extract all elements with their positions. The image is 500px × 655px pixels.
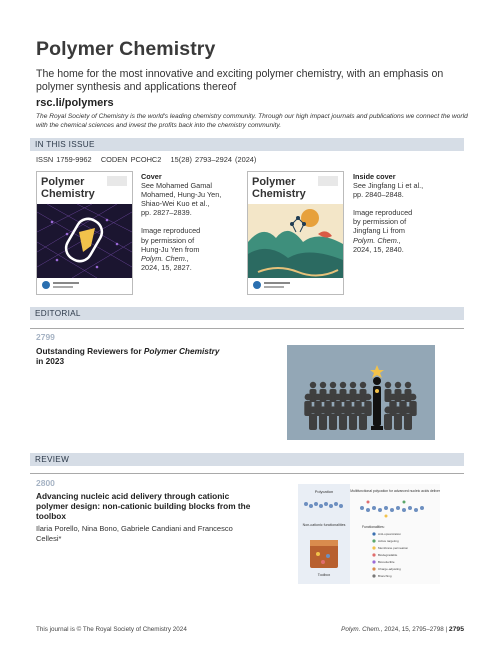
svg-text:Polymer: Polymer (41, 176, 85, 188)
cover-journal-ref: Polym. Chem., (141, 253, 189, 263)
cover-label: Cover (141, 172, 162, 181)
issn: ISSN 1759-9962 (36, 155, 92, 164)
cover-credit-line: Hung-Ju Yen from (141, 244, 200, 254)
toc-func: Anti-opsonization (378, 532, 402, 537)
editorial-graphic (287, 345, 435, 440)
cover-text-line: pp. 2827–2839. (141, 208, 192, 218)
editorial-title-part: Outstanding Reviewers for (36, 346, 144, 356)
cover-text-line: pp. 2840–2848. (353, 190, 404, 200)
toc-func: Biodegradable (378, 553, 398, 558)
cover-caption (141, 172, 231, 272)
cover-credit-line: by permission of (353, 217, 407, 227)
toc-func: Active targeting (378, 539, 399, 544)
toc-func: Branching (378, 574, 392, 579)
journal-tagline: The home for the most innovative and exciting polymer chemistry, with an emphasis on polymer synthesis and applications thereof (36, 68, 444, 93)
cover-journal-ref: Polym. Chem., (353, 235, 401, 245)
cover-credit-line: Jingfang Li from (353, 226, 405, 236)
editorial-page-number: 2799 (36, 332, 55, 342)
cover-text-line: See Jingfang Li et al., (353, 181, 424, 191)
section-header-editorial: EDITORIAL (30, 307, 464, 320)
cover-artwork (37, 172, 132, 294)
coden: CODEN PCOHC2 (100, 155, 162, 164)
footer-separator: | (443, 626, 449, 633)
issue-info: 15(28) 2793–2924 (2024) (170, 155, 257, 164)
footer-page-number: 2795 (448, 626, 464, 633)
journal-url[interactable]: rsc.li/polymers (36, 97, 114, 109)
footer-citation (341, 626, 464, 633)
reviewers-illustration (287, 345, 435, 440)
svg-text:Polymer: Polymer (252, 176, 296, 188)
svg-text:Chemistry: Chemistry (41, 188, 95, 200)
inside-cover-caption (353, 172, 443, 254)
cover-image[interactable] (36, 171, 133, 295)
section-header-review: REVIEW (30, 453, 464, 466)
journal-title: Polymer Chemistry (36, 38, 216, 60)
svg-text:Chemistry: Chemistry (252, 188, 306, 200)
review-authors: Ilaria Porello, Nina Bono, Gabriele Candiani and Francesco Cellesi* (36, 524, 233, 543)
inside-cover-label: Inside cover (353, 172, 396, 181)
cover-year-ref: 2024, 15, 2827. (141, 262, 192, 272)
footer-copyright: This journal is © The Royal Society of Chemistry 2024 (36, 626, 187, 633)
footer-citation-rest: 2024, 15, 2795–2798 (382, 626, 444, 633)
toc-func: Membrane permeation (378, 546, 409, 551)
toc-func: Bioreducible (378, 560, 395, 565)
inside-cover-image[interactable] (247, 171, 344, 295)
editorial-title-journal: Polymer Chemistry (143, 346, 220, 356)
toc-func: Charge-adjusting (378, 567, 401, 572)
cover-text-line: See Mohamed Gamal (141, 181, 212, 191)
cover-credit-line: Image reproduced (141, 226, 201, 236)
review-page-number: 2800 (36, 478, 55, 488)
footer-journal: Polym. Chem., (341, 626, 383, 633)
inside-cover-artwork (248, 172, 343, 294)
cover-year-ref: 2024, 15, 2840. (353, 244, 404, 254)
review-toc-illustration (298, 484, 440, 584)
cover-credit-line: Image reproduced (353, 208, 413, 218)
cover-text-line: Mohamed, Hung-Ju Yen, (141, 190, 222, 200)
cover-credit-line: by permission of (141, 235, 195, 245)
issn-line (36, 155, 256, 164)
editorial-title[interactable] (36, 346, 256, 366)
review-title[interactable]: Advancing nucleic acid delivery through cationic polymer design: non-cationic building blocks from the toolbox (36, 491, 251, 521)
toc-func-heading: Functionalities: (362, 525, 385, 529)
editorial-title-part: in 2023 (36, 356, 65, 366)
toc-left-sub: Non-cationic functionalities (302, 523, 346, 527)
rsc-about-text: The Royal Society of Chemistry is the world's leading chemistry community. Through our high impact journals and publications we connect the world with the chemical sciences and invest the profits back into the chemistry community. (36, 113, 468, 129)
toc-right-title: Multifunctional polycation for advanced nucleic acids delivery (350, 489, 440, 493)
divider (30, 473, 464, 474)
review-toc-graphic (298, 484, 440, 584)
cover-text-line: Shiao-Wei Kuo et al., (141, 199, 210, 209)
toc-toolbox: Toolbox (317, 573, 331, 577)
divider (30, 328, 464, 329)
section-header-in-this-issue: IN THIS ISSUE (30, 138, 464, 151)
toc-left-title: Polycation (314, 489, 334, 494)
